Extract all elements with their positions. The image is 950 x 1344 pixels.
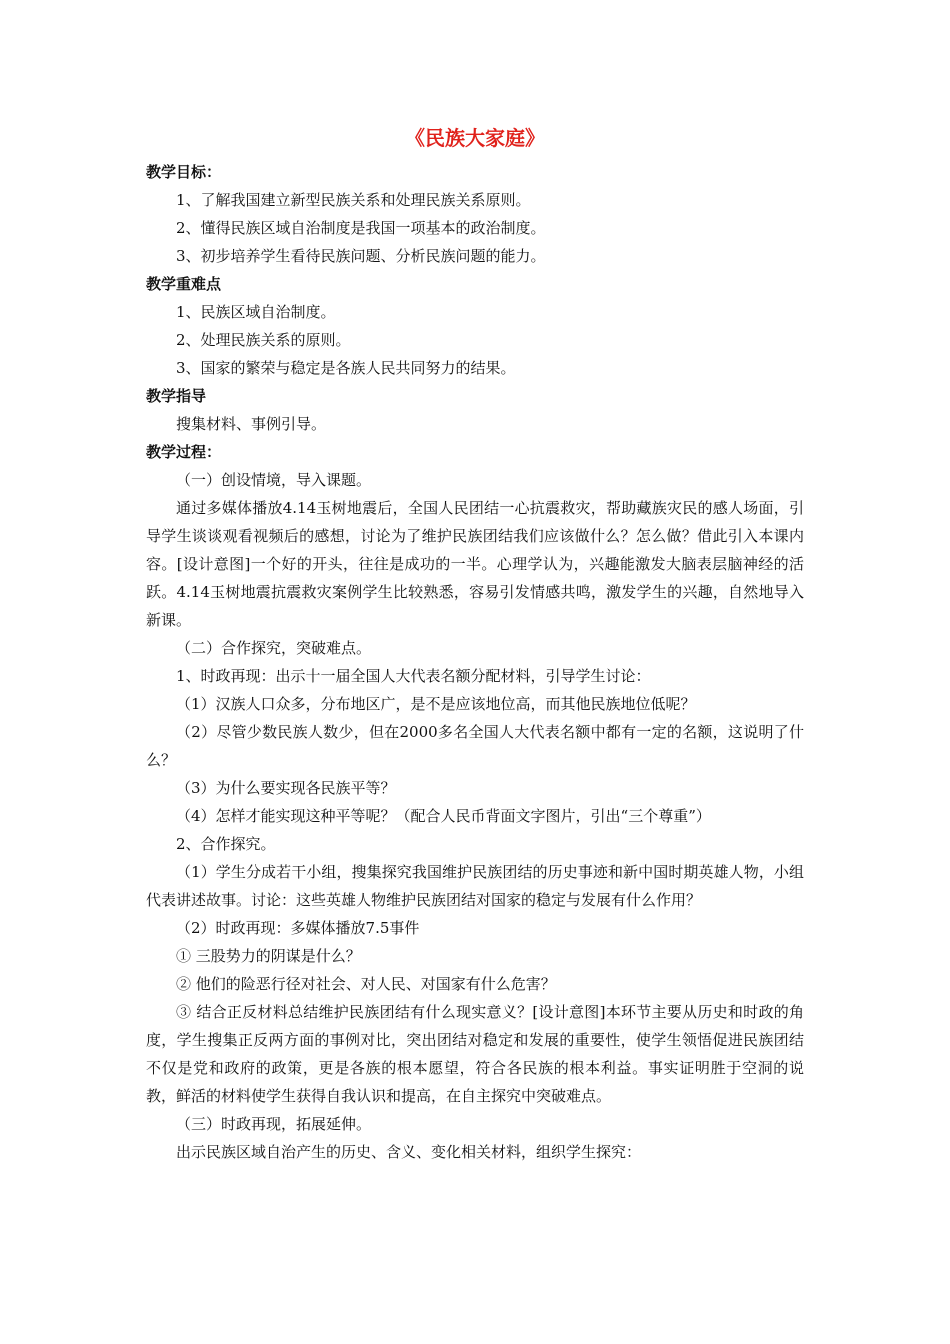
section-heading: 教学目标： [146, 163, 222, 181]
paragraph: 出示民族区域自治产生的历史、含义、变化相关材料，组织学生探究： [176, 1143, 642, 1161]
paragraph: 1、了解我国建立新型民族关系和处理民族关系原则。 [176, 191, 531, 209]
section-teaching-process [146, 438, 804, 1166]
paragraph: （2）尽管少数民族人数少，但在2000多名全国人大代表名额中都有一定的名额，这说明了什么？ [146, 723, 804, 769]
paragraph: （一）创设情境，导入课题。 [176, 471, 372, 489]
document-title: 《民族大家庭》 [405, 126, 545, 150]
paragraph: （1）汉族人口众多，分布地区广，是不是应该地位高，而其他民族地位低呢？ [176, 695, 696, 713]
section-heading: 教学重难点 [146, 275, 222, 293]
section-heading: 教学过程： [146, 443, 222, 461]
paragraph: 通过多媒体播放4.14玉树地震后，全国人民团结一心抗震救灾，帮助藏族灾民的感人场面，引导学生谈谈观看视频后的感想，讨论为了维护民族团结我们应该做什么？怎么做？借此引入本课内容。[设计意图]一个好的开头，往往是成功的一半。心理学认为，兴趣能激发大脑表层脑神经的活跃。4.14玉树地震抗震救灾案例学生比较熟悉，容易引发情感共鸣，激发学生的兴趣，自然地导入新课。 [146, 499, 804, 629]
paragraph: 2、合作探究。 [176, 835, 276, 853]
section-teaching-goals [146, 158, 804, 270]
paragraph: （1）学生分成若干小组，搜集探究我国维护民族团结的历史事迹和新中国时期英雄人物，小组代表讲述故事。讨论：这些英雄人物维护民族团结对国家的稳定与发展有什么作用？ [146, 863, 804, 909]
section-key-points [146, 270, 804, 382]
paragraph: （4）怎样才能实现这种平等呢？（配合人民币背面文字图片，引出“三个尊重”） [176, 807, 711, 825]
paragraph: ③ 结合正反材料总结维护民族团结有什么现实意义？[设计意图]本环节主要从历史和时政的角度，学生搜集正反两方面的事例对比，突出团结对稳定和发展的重要性，使学生领悟促进民族团结不仅是党和政府的政策，更是各族的根本愿望，符合各民族的根本利益。事实证明胜于空洞的说教，鲜活的材料使学生获得自我认识和提高，在自主探究中突破难点。 [146, 1003, 804, 1105]
paragraph: ② 他们的险恶行径对社会、对人民、对国家有什么危害？ [176, 975, 556, 993]
paragraph: 2、懂得民族区域自治制度是我国一项基本的政治制度。 [176, 219, 546, 237]
paragraph: （2）时政再现：多媒体播放7.5事件 [176, 919, 420, 937]
paragraph: 2、处理民族关系的原则。 [176, 331, 351, 349]
paragraph: ① 三股势力的阴谋是什么？ [176, 947, 361, 965]
section-heading: 教学指导 [146, 387, 207, 405]
paragraph: （3）为什么要实现各民族平等？ [176, 779, 396, 797]
paragraph: 1、民族区域自治制度。 [176, 303, 336, 321]
paragraph: 1、时政再现：出示十一届全国人大代表名额分配材料，引导学生讨论： [176, 667, 651, 685]
paragraph: （三）时政再现，拓展延伸。 [176, 1115, 372, 1133]
paragraph: 3、国家的繁荣与稳定是各族人民共同努力的结果。 [176, 359, 516, 377]
paragraph: （二）合作探究，突破难点。 [176, 639, 372, 657]
paragraph: 搜集材料、事例引导。 [176, 415, 327, 433]
section-teaching-guidance [146, 382, 804, 438]
paragraph: 3、初步培养学生看待民族问题、分析民族问题的能力。 [176, 247, 546, 265]
